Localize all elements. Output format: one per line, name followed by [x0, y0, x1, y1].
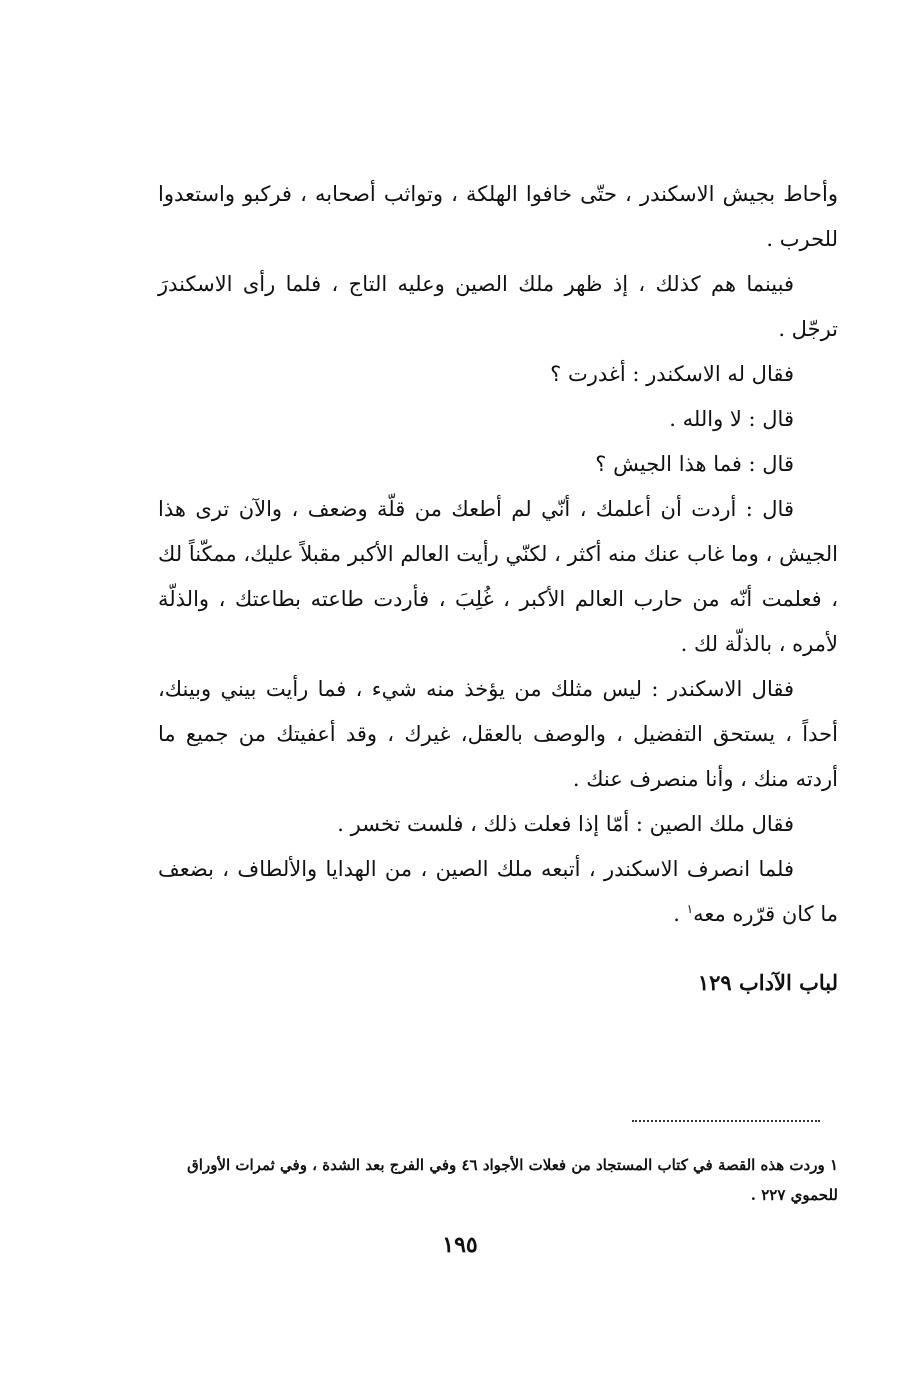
- page-number: ١٩٥: [442, 1232, 478, 1258]
- paragraph-text: فلما انصرف الاسكندر ، أتبعه ملك الصين ، من الهدايا والألطاف ، بضعف ما كان قرّره معه: [158, 857, 838, 926]
- paragraph: فقال ملك الصين : أمّا إذا فعلت ذلك ، فلست تخسر .: [337, 812, 794, 836]
- body-text: [158, 172, 838, 937]
- paragraph: فقال له الاسكندر : أغدرت ؟: [550, 362, 794, 386]
- paragraph: قال : لا والله .: [669, 407, 794, 431]
- footnote-separator: [632, 1120, 820, 1122]
- source-citation: لباب الآداب ١٢٩: [697, 970, 838, 995]
- paragraph-end-period: .: [673, 902, 687, 926]
- footnote: ١ وردت هذه القصة في كتاب المستجاد من فعلات الأجواد ٤٦ وفي الفرج بعد الشدة ، وفي ثمرات الأوراق للحموي ٢٢٧ .: [187, 1156, 838, 1204]
- paragraph: فبينما هم كذلك ، إذ ظهر ملك الصين وعليه التاج ، فلما رأى الاسكندرَ ترجّل .: [158, 272, 838, 341]
- paragraph: قال : أردت أن أعلمك ، أنّي لم أطعك من قلّة وضعف ، والآن ترى هذا الجيش ، وما غاب عنك منه أكثر ، لكنّي رأيت العالم الأكبر مقبلاً عليك، ممكّناً لك ، فعلمت أنّه من حارب العالم الأكبر ، غُلِبَ ، فأردت طاعته بطاعتك ، والذلّة لأمره ، بالذلّة لك .: [158, 497, 838, 656]
- paragraph: وأحاط بجيش الاسكندر ، حتّى خافوا الهلكة ، وتواثب أصحابه ، فركبو واستعدوا للحرب .: [158, 182, 838, 251]
- last-paragraph: [158, 847, 838, 937]
- paragraph: قال : فما هذا الجيش ؟: [595, 452, 794, 476]
- paragraph: فقال الاسكندر : ليس مثلك من يؤخذ منه شيء ، فما رأيت بيني وبينك، أحداً ، يستحق التفضيل ، والوصف بالعقل، غيرك ، وقد أعفيتك من جميع ما أردته منك ، وأنا منصرف عنك .: [158, 677, 838, 791]
- footnote-reference[interactable]: ١: [686, 902, 694, 916]
